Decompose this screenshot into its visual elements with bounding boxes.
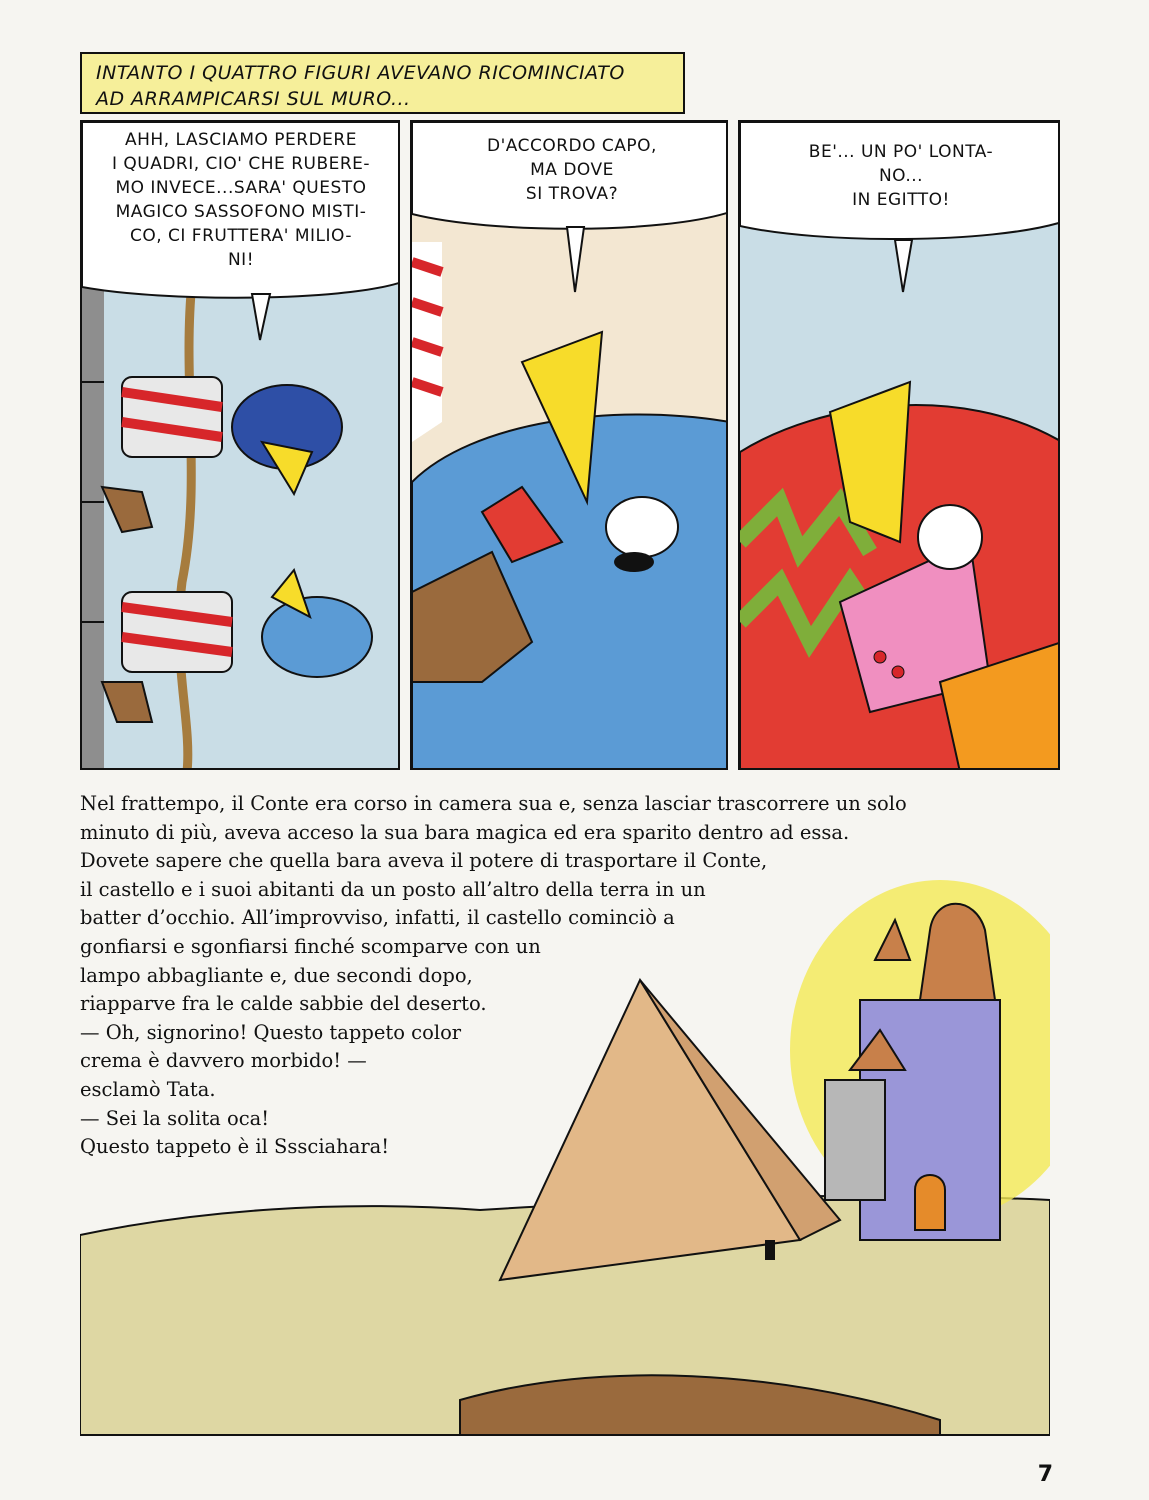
bubble-line: BE'... UN PO' LONTA-: [808, 142, 994, 162]
bubble-line: NO...: [878, 166, 924, 186]
story-line: Nel frattempo, il Conte era corso in camera sua e, senza lasciar trascorrere un solo: [80, 792, 907, 815]
speech-bubble-2: [432, 134, 712, 206]
bubble-line: MA DOVE: [530, 160, 614, 180]
story-line: Dovete sapere che quella bara aveva il potere di trasportare il Conte,: [80, 849, 768, 873]
caption-line: AD ARRAMPICARSI SUL MURO...: [96, 88, 411, 110]
speech-bubble-3: [756, 140, 1046, 212]
story-line: lampo abbagliante e, due secondi dopo,: [80, 963, 473, 987]
comic-panel-1: [80, 120, 400, 770]
page-number: 7: [1037, 1462, 1053, 1487]
comic-panel-2: [410, 120, 728, 770]
bubble-line: D'ACCORDO CAPO,: [487, 136, 657, 156]
bubble-line: MAGICO SASSOFONO MISTI-: [115, 202, 367, 222]
bubble-line: SI TROVA?: [525, 184, 619, 204]
story-line: — Sei la solita oca!: [80, 1106, 270, 1130]
caption-line: INTANTO I QUATTRO FIGURI AVEVANO RICOMINCIATO: [96, 62, 625, 84]
panel-2-art: [412, 122, 728, 770]
story-line: il castello e i suoi abitanti da un posto all’altro della terra in un: [80, 877, 706, 901]
bubble-line: I QUADRI, CIO' CHE RUBERE-: [111, 154, 371, 174]
comic-panel-3: [738, 120, 1060, 770]
bubble-line: IN EGITTO!: [852, 190, 950, 210]
story-line: riapparve fra le calde sabbie del deserto.: [80, 992, 487, 1016]
story-line: gonfiarsi e sgonfiarsi finché scomparve con un: [80, 934, 541, 958]
story-line: minuto di più, aveva acceso la sua bara magica ed era sparito dentro ad essa.: [80, 820, 850, 844]
panel-3-art: [740, 122, 1060, 770]
caption-box: [80, 52, 685, 114]
speech-bubble-1: [86, 128, 396, 272]
story-line: — Oh, signorino! Questo tappeto color: [80, 1020, 462, 1044]
story-line: crema è davvero morbido! —: [80, 1049, 367, 1073]
bubble-line: NI!: [227, 250, 255, 270]
story-line: Questo tappeto è il Sssciahara!: [80, 1135, 390, 1159]
story-line: batter d’occhio. All’improvviso, infatti, il castello cominciò a: [80, 906, 675, 930]
story-line: esclamò Tata.: [80, 1077, 216, 1101]
bubble-line: MO INVECE...SARA' QUESTO: [115, 178, 367, 198]
bubble-line: CO, CI FRUTTERA' MILIO-: [129, 226, 353, 246]
bubble-line: AHH, LASCIAMO PERDERE: [125, 130, 357, 150]
story-text: [80, 790, 1020, 1162]
